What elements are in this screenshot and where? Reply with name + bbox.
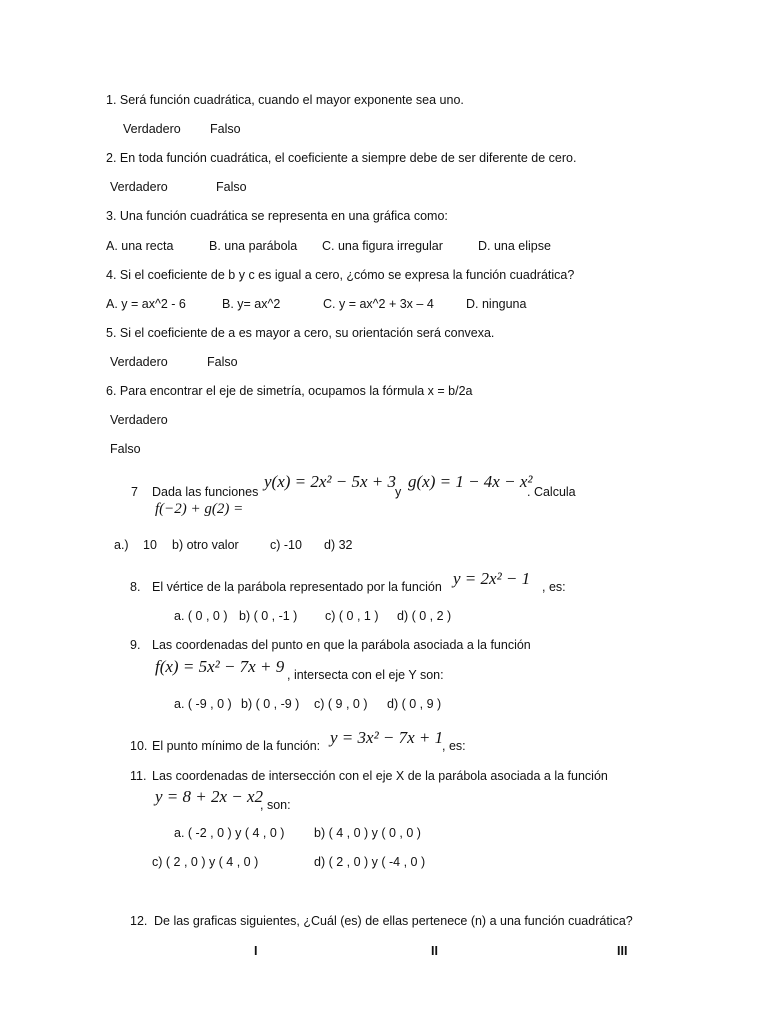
q8-option-b: b) ( 0 , -1 )	[239, 609, 298, 623]
q3-option-b: B. una parábola	[209, 239, 298, 253]
question-12-text: De las graficas siguientes, ¿Cuál (es) de ellas pertenece (n) a una función cuadrática?	[154, 914, 633, 928]
question-11-text: Las coordenadas de intersección con el eje X de la parábola asociada a la función	[152, 769, 608, 783]
q6-option-false: Falso	[110, 442, 141, 456]
q9-option-c: c) ( 9 , 0 )	[314, 697, 368, 711]
q8-option-a: a. ( 0 , 0 )	[174, 609, 228, 623]
q8-suffix: , es:	[542, 580, 566, 594]
q9-equation: f(x) = 5x² − 7x + 9	[155, 657, 285, 676]
question-2-text: 2. En toda función cuadrática, el coeficiente a siempre debe de ser diferente de cero.	[106, 151, 577, 165]
question-1-text: 1. Será función cuadrática, cuando el mayor exponente sea uno.	[106, 93, 464, 107]
question-11-number: 11.	[130, 769, 147, 783]
q7-joiner: y	[395, 485, 402, 499]
q7-option-c: c) -10	[270, 538, 302, 552]
question-8-text: El vértice de la parábola representado por la función	[152, 580, 442, 594]
q10-suffix: , es:	[442, 739, 466, 753]
q4-option-a: A. y = ax^2 - 6	[106, 297, 186, 311]
q9-option-d: d) ( 0 , 9 )	[387, 697, 442, 711]
q11-option-d: d) ( 2 , 0 ) y ( -4 , 0 )	[314, 855, 426, 869]
q7-equation-y: y(x) = 2x² − 5x + 3	[264, 472, 397, 491]
q4-option-c: C. y = ax^2 + 3x – 4	[323, 297, 434, 311]
q9-option-b: b) ( 0 , -9 )	[241, 697, 300, 711]
question-7-text: Dada las funciones	[152, 485, 259, 499]
q8-option-c: c) ( 0 , 1 )	[325, 609, 379, 623]
question-10-text: El punto mínimo de la función:	[152, 739, 321, 753]
question-10-number: 10.	[130, 739, 148, 753]
q11-option-a: a. ( -2 , 0 ) y ( 4 , 0 )	[174, 826, 285, 840]
graph-label-iii: III	[617, 944, 628, 958]
q7-equation-sum: f(−2) + g(2) =	[155, 501, 244, 517]
q5-option-false: Falso	[207, 355, 238, 369]
q11-option-c: c) ( 2 , 0 ) y ( 4 , 0 )	[152, 855, 259, 869]
q9-suffix: , intersecta con el eje Y son:	[287, 668, 444, 682]
q6-option-true: Verdadero	[110, 413, 168, 427]
q10-equation: y = 3x² − 7x + 1	[330, 728, 444, 747]
q7-option-d: d) 32	[324, 538, 353, 552]
q2-option-true: Verdadero	[110, 180, 168, 194]
question-7-number: 7	[131, 485, 138, 499]
q7-option-b: b) otro valor	[172, 538, 239, 552]
graph-label-i: I	[254, 944, 258, 958]
question-5-text: 5. Si el coeficiente de a es mayor a cero, su orientación será convexa.	[106, 326, 495, 340]
q3-option-d: D. una elipse	[478, 239, 551, 253]
question-9-text: Las coordenadas del punto en que la parábola asociada a la función	[152, 638, 531, 652]
question-9-number: 9.	[130, 638, 141, 652]
q9-option-a: a. ( -9 , 0 )	[174, 697, 232, 711]
q1-option-false: Falso	[210, 122, 241, 136]
q3-option-a: A. una recta	[106, 239, 174, 253]
q11-option-b: b) ( 4 , 0 ) y ( 0 , 0 )	[314, 826, 421, 840]
q8-option-d: d) ( 0 , 2 )	[397, 609, 452, 623]
q7-equation-g: g(x) = 1 − 4x − x²	[408, 472, 533, 491]
graph-label-ii: II	[431, 944, 438, 958]
q11-suffix: , son:	[260, 798, 291, 812]
q5-option-true: Verdadero	[110, 355, 168, 369]
q11-equation: y = 8 + 2x − x2	[155, 787, 264, 806]
q4-option-d: D. ninguna	[466, 297, 527, 311]
question-4-text: 4. Si el coeficiente de b y c es igual a cero, ¿cómo se expresa la función cuadrática?	[106, 268, 575, 282]
question-6-text: 6. Para encontrar el eje de simetría, ocupamos la fórmula x = b/2a	[106, 384, 473, 398]
q7-suffix: . Calcula	[527, 485, 576, 499]
q4-option-b: B. y= ax^2	[222, 297, 281, 311]
question-12-number: 12.	[130, 914, 148, 928]
q2-option-false: Falso	[216, 180, 247, 194]
q7-option-a-value: 10	[143, 538, 157, 552]
question-8-number: 8.	[130, 580, 141, 594]
q1-option-true: Verdadero	[123, 122, 181, 136]
question-3-text: 3. Una función cuadrática se representa en una gráfica como:	[106, 209, 448, 223]
q7-option-a-letter: a.)	[114, 538, 129, 552]
q8-equation: y = 2x² − 1	[453, 569, 531, 588]
q3-option-c: C. una figura irregular	[322, 239, 443, 253]
